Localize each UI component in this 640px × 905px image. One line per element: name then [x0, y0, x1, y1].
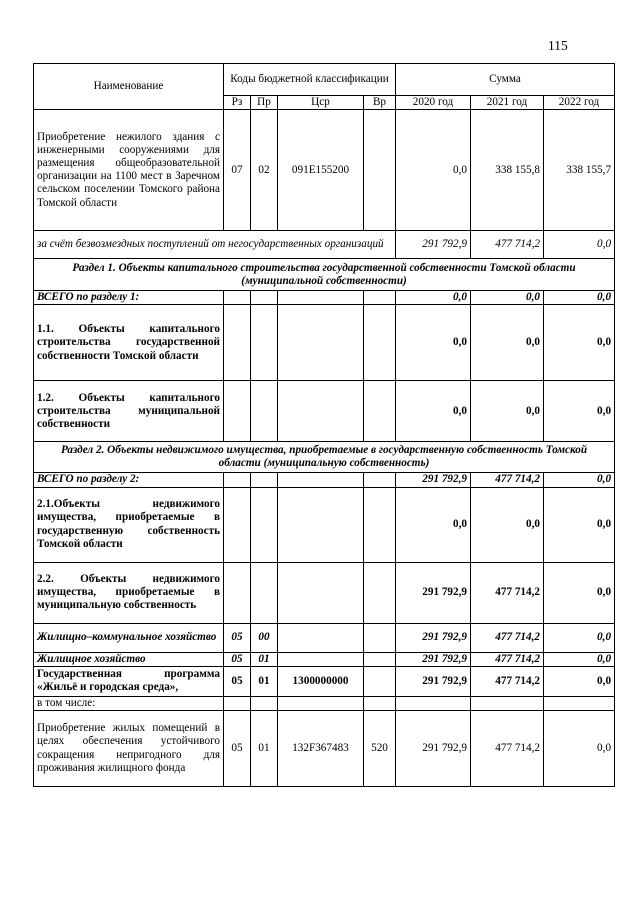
table-row: [34, 652, 615, 666]
row-csr: 091E155200: [278, 110, 364, 231]
row-pr: 01: [251, 666, 278, 696]
table-row: [34, 291, 615, 305]
section-row: [34, 442, 615, 473]
table-row: [34, 110, 615, 231]
header-codes: Коды бюджетной классификации: [224, 64, 396, 96]
row-2022: 0,0: [544, 487, 615, 562]
row-2021: 0,0: [471, 487, 544, 562]
section-title: Раздел 1. Объекты капитального строительства государственной собственности Томской области (муниципальной собственности): [34, 259, 615, 291]
row-2022: 0,0: [544, 291, 615, 305]
row-pr: 00: [251, 623, 278, 652]
row-name: Жилищное хозяйство: [34, 652, 224, 666]
row-name: ВСЕГО по разделу 1:: [34, 291, 224, 305]
table-row: [34, 231, 615, 259]
row-2020: 0,0: [396, 487, 471, 562]
row-name: 2.2. Объекты недвижимого имущества, приобретаемые в муниципальную собственность: [34, 562, 224, 623]
table-row: [34, 381, 615, 442]
row-2020: 0,0: [396, 110, 471, 231]
row-name: Приобретение нежилого здания с инженерными сооружениями для размещения общеобразовательной организации на 1100 мест в Заречном сельском поселении Томского района Томской области: [34, 110, 224, 231]
header-name: Наименование: [34, 64, 224, 110]
table-row: [34, 623, 615, 652]
row-name: в том числе:: [34, 696, 224, 710]
header-pr: Пр: [251, 96, 278, 110]
row-2022: 0,0: [544, 652, 615, 666]
row-2020: 0,0: [396, 381, 471, 442]
header-csr: Цср: [278, 96, 364, 110]
row-rz: 05: [224, 652, 251, 666]
header-2022: 2022 год: [544, 96, 615, 110]
row-2020: 291 792,9: [396, 562, 471, 623]
row-2021: 477 714,2: [471, 562, 544, 623]
header-2021: 2021 год: [471, 96, 544, 110]
row-2021: 477 714,2: [471, 473, 544, 487]
row-vr: 520: [364, 711, 396, 787]
table-row: [34, 305, 615, 381]
row-pr: 01: [251, 711, 278, 787]
row-csr: 1300000000: [278, 666, 364, 696]
row-2021: 338 155,8: [471, 110, 544, 231]
header-sum: Сумма: [396, 64, 615, 96]
row-2021: 477 714,2: [471, 711, 544, 787]
row-2022: 0,0: [544, 666, 615, 696]
row-rz: 05: [224, 623, 251, 652]
row-name: за счёт безвозмездных поступлений от негосударственных организаций: [34, 231, 396, 259]
row-name: 1.2. Объекты капитального строительства муниципальной собственности: [34, 381, 224, 442]
section-row: [34, 259, 615, 291]
row-rz: 05: [224, 711, 251, 787]
table-row: [34, 562, 615, 623]
row-pr: 01: [251, 652, 278, 666]
row-vr: [364, 110, 396, 231]
row-2021: 477 714,2: [471, 652, 544, 666]
row-pr: 02: [251, 110, 278, 231]
row-2020: 291 792,9: [396, 623, 471, 652]
row-2022: 0,0: [544, 231, 615, 259]
table-row: [34, 666, 615, 696]
table-row: [34, 696, 615, 710]
row-2021: 477 714,2: [471, 623, 544, 652]
header-vr: Вр: [364, 96, 396, 110]
row-2021: 0,0: [471, 305, 544, 381]
header-rz: Рз: [224, 96, 251, 110]
row-csr: 132F367483: [278, 711, 364, 787]
row-name: Жилищно–коммунальное хозяйство: [34, 623, 224, 652]
row-name: 2.1.Объекты недвижимого имущества, приобретаемые в государственную собственность Томской области: [34, 487, 224, 562]
row-2022: 0,0: [544, 305, 615, 381]
row-2020: 0,0: [396, 305, 471, 381]
row-2021: 0,0: [471, 381, 544, 442]
header-row-top: [34, 64, 615, 96]
row-name: Государственная программа «Жильё и городская среда»,: [34, 666, 224, 696]
row-2020: 291 792,9: [396, 666, 471, 696]
row-2022: 0,0: [544, 381, 615, 442]
budget-table: [33, 63, 615, 787]
row-2022: 0,0: [544, 473, 615, 487]
row-rz: 07: [224, 110, 251, 231]
header-2020: 2020 год: [396, 96, 471, 110]
row-2020: 291 792,9: [396, 473, 471, 487]
row-2021: 0,0: [471, 291, 544, 305]
table-row: [34, 487, 615, 562]
row-2020: 291 792,9: [396, 231, 471, 259]
row-name: ВСЕГО по разделу 2:: [34, 473, 224, 487]
row-2020: 0,0: [396, 291, 471, 305]
row-name: Приобретение жилых помещений в целях обеспечения устойчивого сокращения непригодного для проживания жилищного фонда: [34, 711, 224, 787]
row-rz: 05: [224, 666, 251, 696]
row-2020: 291 792,9: [396, 711, 471, 787]
row-2021: 477 714,2: [471, 231, 544, 259]
table-row: [34, 711, 615, 787]
table-row: [34, 473, 615, 487]
row-2022: 0,0: [544, 562, 615, 623]
row-2021: 477 714,2: [471, 666, 544, 696]
row-2020: 291 792,9: [396, 652, 471, 666]
row-2022: 0,0: [544, 623, 615, 652]
page-number: 115: [548, 38, 568, 53]
row-2022: 338 155,7: [544, 110, 615, 231]
section-title: Раздел 2. Объекты недвижимого имущества, приобретаемые в государственную собственность Томской области (муниципальную собственность): [34, 442, 615, 473]
row-name: 1.1. Объекты капитального строительства государственной собственности Томской области: [34, 305, 224, 381]
row-2022: 0,0: [544, 711, 615, 787]
